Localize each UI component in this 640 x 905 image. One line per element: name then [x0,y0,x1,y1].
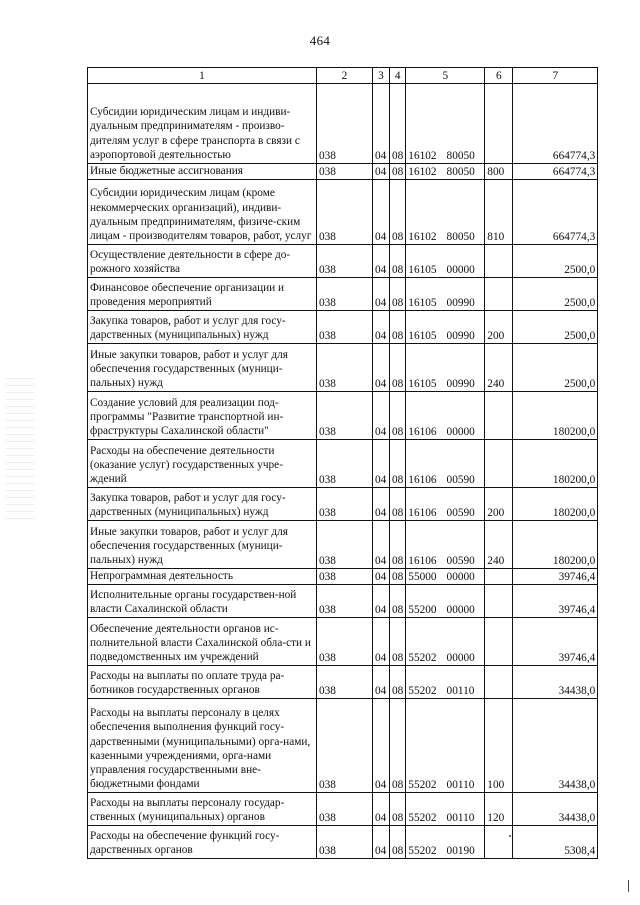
target-article-code [408,684,474,698]
row-name-cell: Субсидии юридическим лицам и индиви-дуальным предпринимателям - произво-дителям услуг в сфере транспорта в связи с аэропортовой деятельностью [88,84,317,164]
row-amount-cell: 180200,0 [513,440,598,488]
program-code: 55202 [408,812,437,825]
row-target-article-cell [406,569,485,585]
program-code: 16106 [408,474,437,487]
row-section-cell: 04 [373,164,390,180]
row-amount-cell: 34438,0 [513,666,598,699]
row-grbs-cell: 038 [317,164,373,180]
program-code: 16106 [408,555,437,568]
row-amount-cell: 180200,0 [513,488,598,521]
row-target-article-cell [406,793,485,826]
row-target-article-cell [406,84,485,164]
target-article-code [408,603,475,617]
row-expense-type-cell: 810 [485,180,513,245]
row-amount-cell: 2500,0 [513,278,598,311]
table-row [88,569,598,585]
row-subsection-cell: 08 [390,666,406,699]
direction-code: 00990 [446,297,475,310]
table-row [88,84,598,164]
header-cell-name: 1 [88,68,317,84]
row-subsection-cell: 08 [390,84,406,164]
row-target-article-cell [406,164,485,180]
row-expense-type-cell [485,666,513,699]
table-row [88,826,598,859]
program-code: 16102 [408,150,437,162]
row-amount-cell: 180200,0 [513,392,598,440]
row-expense-type-cell [485,84,513,164]
direction-code: 00000 [446,571,475,584]
direction-code: 00590 [446,507,475,520]
budget-table [87,67,598,859]
row-amount-cell: 34438,0 [513,793,598,826]
program-code: 16105 [408,264,437,277]
row-section-cell: 04 [373,180,390,245]
row-name-cell: Расходы на выплаты по оплате труда ра-ботников государственных органов [88,666,317,699]
row-grbs-cell: 038 [317,344,373,392]
table-row [88,180,598,245]
direction-code: 80050 [446,166,475,179]
direction-code: 00590 [446,474,475,487]
table-row [88,344,598,392]
program-code: 16105 [408,297,437,310]
scan-dot [628,880,629,892]
row-grbs-cell: 038 [317,569,373,585]
row-section-cell: 04 [373,440,390,488]
scan-margin-artifact [6,372,34,522]
row-expense-type-cell [485,392,513,440]
row-expense-type-cell [485,440,513,488]
row-section-cell: 04 [373,666,390,699]
row-subsection-cell: 08 [390,488,406,521]
row-target-article-cell [406,440,485,488]
row-expense-type-cell [485,245,513,278]
direction-code: 00000 [446,604,475,617]
target-article-code [408,506,475,520]
row-section-cell: 04 [373,585,390,618]
table-row [88,392,598,440]
direction-code: 00000 [446,264,475,277]
table-row [88,618,598,666]
row-section-cell: 04 [373,699,390,793]
row-target-article-cell [406,344,485,392]
row-amount-cell: 34438,0 [513,699,598,793]
row-target-article-cell [406,278,485,311]
row-expense-type-cell [485,618,513,666]
table-row [88,245,598,278]
row-expense-type-cell: 120 [485,793,513,826]
row-subsection-cell: 08 [390,585,406,618]
direction-code: 00110 [446,812,475,825]
direction-code: 80050 [446,231,475,244]
row-amount-cell: 2500,0 [513,344,598,392]
row-target-article-cell [406,618,485,666]
row-expense-type-cell [485,826,513,859]
row-section-cell: 04 [373,311,390,344]
row-subsection-cell: 08 [390,826,406,859]
table-row [88,440,598,488]
program-code: 16106 [408,507,437,520]
row-grbs-cell: 038 [317,84,373,164]
row-amount-cell: 664774,3 [513,164,598,180]
row-expense-type-cell [485,278,513,311]
row-subsection-cell: 08 [390,793,406,826]
row-name-cell: Расходы на обеспечение функций госу-дарственных органов [88,826,317,859]
row-grbs-cell: 038 [317,278,373,311]
table-row [88,666,598,699]
row-target-article-cell [406,699,485,793]
row-expense-type-cell: 200 [485,311,513,344]
row-subsection-cell: 08 [390,521,406,569]
direction-code: 00000 [446,652,475,665]
row-amount-cell: 2500,0 [513,245,598,278]
target-article-code [408,377,475,391]
row-amount-cell: 664774,3 [513,84,598,164]
row-grbs-cell: 038 [317,180,373,245]
row-target-article-cell [406,826,485,859]
row-name-cell: Осуществление деятельности в сфере до-рожного хозяйства [88,245,317,278]
row-name-cell: Иные закупки товаров, работ и услуг для обеспечения государственных (муници-пальных) нужд [88,344,317,392]
row-subsection-cell: 08 [390,311,406,344]
target-article-code [408,570,475,584]
row-name-cell: Финансовое обеспечение организации и проведения мероприятий [88,278,317,311]
table-row [88,699,598,793]
direction-code: 00990 [446,330,475,343]
header-cell-target-article: 5 [406,68,485,84]
row-expense-type-cell: 240 [485,521,513,569]
row-target-article-cell [406,585,485,618]
table-row [88,521,598,569]
header-cell-subsection: 4 [390,68,406,84]
row-amount-cell: 2500,0 [513,311,598,344]
row-section-cell: 04 [373,392,390,440]
target-article-code [408,651,475,665]
row-section-cell: 04 [373,488,390,521]
row-grbs-cell: 038 [317,440,373,488]
row-grbs-cell: 038 [317,392,373,440]
header-cell-amount: 7 [513,68,598,84]
direction-code: 00110 [446,685,475,698]
row-expense-type-cell: 200 [485,488,513,521]
row-expense-type-cell [485,585,513,618]
scan-dot [509,835,511,837]
program-code: 55202 [408,779,437,792]
row-name-cell: Иные бюджетные ассигнования [88,164,317,180]
direction-code: 00110 [446,779,475,792]
direction-code: 00000 [446,426,475,439]
target-article-code [408,230,475,244]
target-article-code [408,165,475,179]
target-article-code [408,263,475,277]
target-article-code [408,425,475,439]
header-cell-section: 3 [373,68,390,84]
row-subsection-cell: 08 [390,180,406,245]
row-name-cell: Расходы на выплаты персоналу государ-ственных (муниципальных) органов [88,793,317,826]
row-name-cell: Расходы на выплаты персоналу в целях обеспечения выполнения функций госу-дарственными (муниципальными) орга-нами, казенными учреждениями, орга-нами управления государственными вне-бюджетными фондами [88,699,317,793]
row-amount-cell: 664774,3 [513,180,598,245]
program-code: 16106 [408,426,437,439]
header-cell-expense-type: 6 [485,68,513,84]
row-section-cell: 04 [373,618,390,666]
row-subsection-cell: 08 [390,344,406,392]
table-row [88,585,598,618]
row-subsection-cell: 08 [390,245,406,278]
row-grbs-cell: 038 [317,521,373,569]
program-code: 55202 [408,685,437,698]
row-name-cell: Иные закупки товаров, работ и услуг для обеспечения государственных (муници-пальных) нужд [88,521,317,569]
program-code: 16102 [408,231,437,244]
row-name-cell: Закупка товаров, работ и услуг для госу-дарственных (муниципальных) нужд [88,488,317,521]
target-article-code [408,778,474,792]
program-code: 16105 [408,330,437,343]
row-expense-type-cell: 800 [485,164,513,180]
row-subsection-cell: 08 [390,278,406,311]
row-grbs-cell: 038 [317,666,373,699]
program-code: 55202 [408,652,437,665]
table-row [88,311,598,344]
program-code: 16105 [408,378,437,391]
row-section-cell: 04 [373,826,390,859]
row-amount-cell: 39746,4 [513,569,598,585]
row-section-cell: 04 [373,278,390,311]
program-code: 55202 [408,845,437,858]
row-subsection-cell: 08 [390,440,406,488]
row-grbs-cell: 038 [317,585,373,618]
target-article-code [408,811,474,825]
table-row [88,488,598,521]
row-target-article-cell [406,392,485,440]
header-cell-grbs: 2 [317,68,373,84]
row-name-cell: Субсидии юридическим лицам (кроме некоммерческих организаций), индиви-дуальным предпринимателям, физиче-ским лицам - производителям товаров, работ, услуг [88,180,317,245]
row-subsection-cell: 08 [390,569,406,585]
row-expense-type-cell: 100 [485,699,513,793]
row-name-cell: Исполнительные органы государствен-ной власти Сахалинской области [88,585,317,618]
row-name-cell: Непрограммная деятельность [88,569,317,585]
row-target-article-cell [406,521,485,569]
direction-code: 00190 [446,845,475,858]
row-amount-cell: 39746,4 [513,585,598,618]
page-number: 464 [309,33,331,48]
row-amount-cell: 39746,4 [513,618,598,666]
program-code: 55200 [408,604,437,617]
row-subsection-cell: 08 [390,699,406,793]
target-article-code [408,844,475,858]
target-article-code [408,554,475,568]
row-expense-type-cell: 240 [485,344,513,392]
table-row [88,278,598,311]
program-code: 16102 [408,166,437,179]
row-target-article-cell [406,245,485,278]
row-amount-cell: 180200,0 [513,521,598,569]
row-target-article-cell [406,180,485,245]
row-name-cell: Создание условий для реализации под-программы "Развитие транспортной ин-фраструктуры Сахалинской области" [88,392,317,440]
target-article-code [408,149,475,163]
program-code: 55000 [408,571,437,584]
row-subsection-cell: 08 [390,392,406,440]
row-grbs-cell: 038 [317,699,373,793]
row-section-cell: 04 [373,344,390,392]
direction-code: 80050 [446,150,475,162]
row-name-cell: Закупка товаров, работ и услуг для госу-дарственных (муниципальных) нужд [88,311,317,344]
row-target-article-cell [406,311,485,344]
row-name-cell: Расходы на обеспечение деятельности (оказание услуг) государственных учре-ждений [88,440,317,488]
row-section-cell: 04 [373,521,390,569]
row-grbs-cell: 038 [317,793,373,826]
row-subsection-cell: 08 [390,164,406,180]
row-amount-cell: 5308,4 [513,826,598,859]
row-grbs-cell: 038 [317,826,373,859]
table-row [88,793,598,826]
row-section-cell: 04 [373,245,390,278]
row-expense-type-cell [485,569,513,585]
row-grbs-cell: 038 [317,488,373,521]
row-section-cell: 04 [373,569,390,585]
row-grbs-cell: 038 [317,311,373,344]
target-article-code [408,473,475,487]
row-target-article-cell [406,666,485,699]
target-article-code [408,296,475,310]
row-name-cell: Обеспечение деятельности органов ис-полнительной власти Сахалинской обла-сти и подведомственных им учреждений [88,618,317,666]
row-subsection-cell: 08 [390,618,406,666]
row-section-cell: 04 [373,793,390,826]
table-header-row [88,68,598,84]
row-grbs-cell: 038 [317,618,373,666]
target-article-code [408,329,475,343]
direction-code: 00990 [446,378,475,391]
table-row [88,164,598,180]
row-section-cell: 04 [373,84,390,164]
row-grbs-cell: 038 [317,245,373,278]
direction-code: 00590 [446,555,475,568]
row-target-article-cell [406,488,485,521]
